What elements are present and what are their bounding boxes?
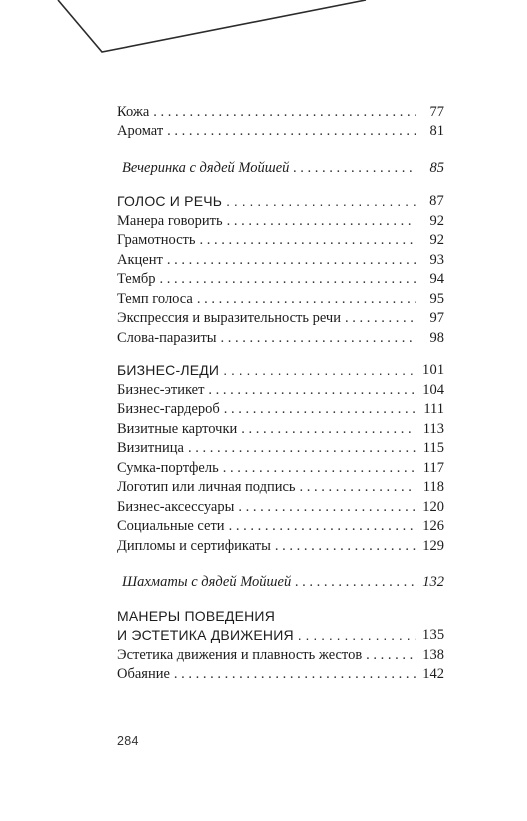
toc-entry-title: Бизнес-гардероб	[117, 401, 220, 417]
toc-entry[interactable]	[117, 477, 444, 497]
toc-entry-page: 129	[422, 537, 444, 554]
toc-entry-page: 93	[429, 251, 444, 268]
toc-entry[interactable]	[117, 399, 444, 419]
toc-entry-title: Грамотность	[117, 232, 196, 248]
toc-entry[interactable]	[117, 230, 444, 250]
dot-leader	[227, 213, 416, 230]
toc-entry-page: 118	[422, 479, 444, 495]
dot-leader	[208, 382, 416, 399]
toc-entry-title: Сумка-портфель	[117, 459, 219, 476]
toc-entry-page: 95	[429, 290, 444, 307]
toc-entry[interactable]	[117, 249, 444, 269]
toc-entry-page: 115	[422, 440, 444, 456]
toc-entry[interactable]	[117, 457, 444, 477]
toc-entry[interactable]	[117, 121, 444, 141]
toc-entry-page: 135	[422, 627, 445, 643]
toc-entry[interactable]	[117, 101, 444, 121]
toc-entry-title: Бизнес-аксессуары	[117, 498, 235, 515]
toc-section-heading-line1[interactable]	[117, 605, 444, 625]
toc-entry-title: Бизнес-этикет	[117, 381, 205, 398]
toc-entry[interactable]	[117, 644, 444, 664]
toc-entry-title: Социальные сети	[117, 518, 225, 534]
dot-leader	[223, 362, 416, 379]
toc-entry-page: 132	[422, 574, 444, 590]
dot-leader	[221, 330, 416, 347]
dot-leader	[167, 252, 416, 269]
toc-entry-page: 77	[429, 103, 444, 120]
toc-entry-page: 111	[423, 401, 444, 417]
dot-leader	[224, 401, 416, 418]
toc-entry-title: Логотип или личная подпись	[117, 479, 296, 495]
toc-entry-title: Вечеринка с дядей Мойшей	[122, 159, 290, 176]
toc-entry[interactable]	[117, 288, 444, 308]
dot-leader	[199, 232, 416, 249]
toc-entry-page: 97	[429, 310, 444, 326]
table-of-contents	[117, 101, 444, 683]
toc-entry[interactable]	[117, 327, 444, 347]
dot-leader	[366, 647, 416, 664]
dot-leader	[293, 160, 416, 177]
toc-entry-page: 113	[422, 420, 444, 437]
toc-section-title: МАНЕРЫ ПОВЕДЕНИЯ	[117, 607, 275, 624]
dot-leader	[197, 291, 416, 308]
dot-leader	[188, 440, 416, 457]
toc-entry-page: 120	[422, 498, 444, 515]
toc-entry-page: 98	[429, 329, 444, 346]
dot-leader	[298, 627, 416, 644]
toc-section-title: ГОЛОС И РЕЧЬ	[117, 193, 223, 209]
dot-leader	[238, 499, 416, 516]
dot-leader	[226, 193, 416, 210]
dot-leader	[275, 538, 416, 555]
toc-entry-title: Аромат	[117, 123, 164, 139]
toc-interlude[interactable]	[117, 572, 444, 592]
toc-entry-page: 142	[422, 666, 444, 682]
toc-entry-title: Эстетика движения и плавность жестов	[117, 646, 363, 663]
dot-leader	[167, 123, 416, 140]
toc-entry[interactable]	[117, 664, 444, 684]
toc-entry[interactable]	[117, 308, 444, 328]
toc-entry[interactable]	[117, 516, 444, 536]
toc-section-title: БИЗНЕС-ЛЕДИ	[117, 362, 220, 378]
toc-entry[interactable]	[117, 438, 444, 458]
toc-entry-title: Визитница	[117, 440, 184, 456]
toc-entry-title: Дипломы и сертификаты	[117, 537, 271, 554]
toc-entry-page: 87	[429, 193, 444, 209]
dot-leader	[223, 460, 416, 477]
dot-leader	[229, 518, 416, 535]
toc-entry-title: Тембр	[117, 271, 156, 287]
dot-leader	[160, 271, 416, 288]
toc-entry[interactable]	[117, 269, 444, 289]
toc-section-title: И ЭСТЕТИКА ДВИЖЕНИЯ	[117, 627, 294, 643]
toc-entry-page: 126	[422, 518, 444, 534]
toc-entry-title: Кожа	[117, 103, 150, 120]
toc-entry-title: Визитные карточки	[117, 420, 238, 437]
toc-entry-title: Слова-паразиты	[117, 329, 217, 346]
toc-entry-title: Темп голоса	[117, 290, 193, 307]
dot-leader	[295, 574, 416, 591]
toc-entry[interactable]	[117, 379, 444, 399]
toc-entry-title: Шахматы с дядей Мойшей	[122, 574, 292, 590]
toc-entry[interactable]	[117, 210, 444, 230]
toc-entry-page: 94	[429, 271, 444, 287]
dot-leader	[300, 479, 416, 496]
toc-entry[interactable]	[117, 418, 444, 438]
dot-leader	[174, 666, 416, 683]
toc-entry-page: 92	[429, 232, 444, 248]
toc-entry-page: 85	[429, 159, 444, 176]
dot-leader	[345, 310, 416, 327]
toc-entry-page: 138	[422, 646, 444, 663]
page-number: 284	[117, 734, 139, 748]
toc-interlude[interactable]	[117, 157, 444, 177]
toc-section-heading[interactable]	[117, 191, 444, 211]
toc-section-heading[interactable]	[117, 360, 444, 380]
toc-entry-page: 92	[429, 212, 444, 229]
toc-entry-title: Акцент	[117, 251, 163, 268]
toc-entry-title: Обаяние	[117, 666, 170, 682]
toc-entry-page: 117	[422, 459, 444, 476]
toc-entry[interactable]	[117, 496, 444, 516]
dot-leader	[153, 104, 416, 121]
toc-entry-page: 104	[422, 381, 444, 398]
corner-triangle-icon	[0, 0, 527, 70]
toc-entry-page: 101	[422, 362, 445, 378]
toc-entry-title: Экспрессия и выразительность речи	[117, 310, 341, 326]
toc-entry-page: 81	[429, 123, 444, 139]
dot-leader	[241, 421, 416, 438]
toc-section-heading[interactable]	[117, 625, 444, 645]
toc-entry-title: Манера говорить	[117, 212, 223, 229]
toc-entry[interactable]	[117, 535, 444, 555]
